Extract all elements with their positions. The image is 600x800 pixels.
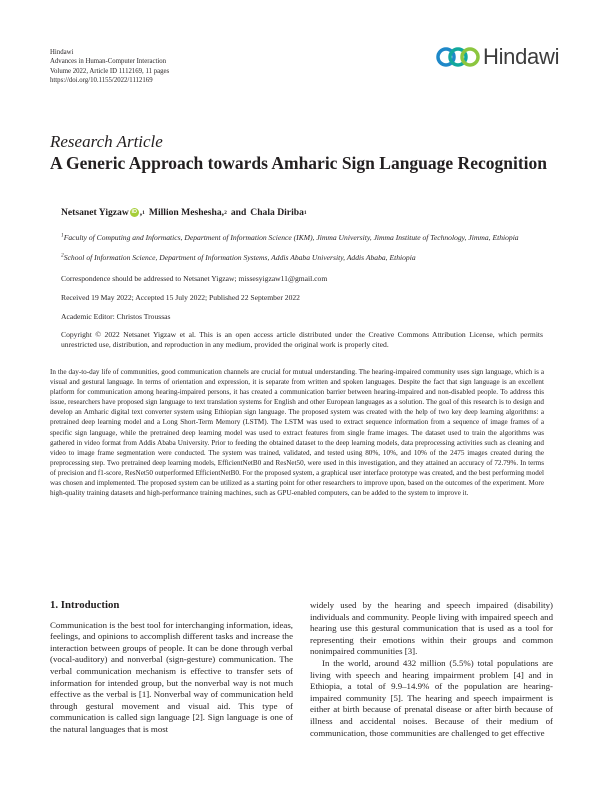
body-paragraph: widely used by the hearing and speech impaired (disability) individuals and community. People living with impaired speech and hearing use this gestural communication that is used as a tool for representing their emotions within their groups and common nonimpaired communities [3]. [310, 600, 553, 657]
volume-info: Volume 2022, Article ID 1112169, 11 pages [50, 67, 170, 75]
hindawi-logo[interactable] [436, 44, 559, 70]
logo-wordmark: Hindawi [483, 44, 560, 69]
correspondence: Correspondence should be addressed to Netsanet Yigzaw; missesyigzaw11@gmail.com [61, 274, 328, 283]
journal-name: Advances in Human-Computer Interaction [50, 58, 167, 66]
article-type: Research Article [50, 132, 163, 151]
section-heading: 1. Introduction [50, 599, 120, 611]
copyright-notice: Copyright © 2022 Netsanet Yigzaw et al. This is an open access article distributed under the Creative Commons Attribution License, which permits unrestricted use, distribution, and reproduction in any medium, provided the original work is properly cited. [61, 330, 543, 350]
right-column [310, 600, 553, 739]
author-conjunction: and [230, 207, 247, 218]
article-title: A Generic Approach towards Amharic Sign Language Recognition [50, 153, 547, 173]
abstract: In the day-to-day life of communities, good communication channels are crucial for mutual understanding. The hearing-impaired community uses sign language, which is a visual and gestural language. In terms of orientation and expression, it is separate from written and spoken languages. Despite the fact that sign language is an excellent platform for communication among hearing-impaired persons, it has created a communication barrier between hearing-impaired and non-disabled people. To address this issue, researchers have proposed sign language to text translation systems for English and other European languages as a solution. The goal of this research is to design and develop an Amharic digital text converter system using Ethiopian sign language. The proposed system was created with the help of two key deep learning algorithms: a pretrained deep learning model and a Long Short-Term Memory (LSTM). The LSTM was used to extract sequence information from a sequence of image frames of a specific sign language, while the pretrained deep learning model was used to extract features from single frame images. The dataset used to train the algorithms was gathered in video format from Addis Ababa University. Prior to feeding the obtained dataset to the deep learning models, data preprocessing activities such as cleaning and video to image frame segmentation were conducted. The system was trained, validated, and tested using 80%, 10%, and 10% of the 2475 images created during the preprocessing step. Two pretrained deep learning models, EfficientNetB0 and ResNet50, were used in this investigation, and they attained an accuracy of 72.79%. In terms of precision and f1-score, ResNet50 outperformed EfficientNetB0. For the proposed system, a graphical user interface prototype was created, and the best performing model was chosen and implemented. The proposed system can be utilized as a starting point for other researchers to improve upon, based on the outcomes of the experiment. More high-quality training datasets and high-performance training machines, such as GPU-enabled computers, can be added to the system to improve it. [50, 368, 544, 498]
author-name[interactable]: Netsanet Yigzaw [61, 207, 129, 218]
body-paragraph: In the world, around 432 million (5.5%) total populations are living with speech and hearing impairment problem [4] and in Ethiopia, a total of 9.9–14.9% of the population are hearing-impaired community [5]. The hearing and speech impairment is either at birth because of prenatal disease or after birth because of illness and accidental noises. Because of their medium of communication, those communities are challenged to get effective [310, 657, 553, 738]
author-name[interactable]: Chala Diriba [250, 207, 304, 218]
affiliation-text: School of Information Science, Department of Information Systems, Addis Ababa University, Addis Ababa, Ethiopia [63, 253, 416, 262]
left-column [50, 600, 293, 736]
affiliation-text: Faculty of Computing and Informatics, Department of Information Science (IKM), Jimma University, Jimma Institute of Technology, Jimma, Ethiopia [63, 233, 519, 242]
author-name[interactable]: Million Meshesha, [148, 207, 225, 218]
publication-dates: Received 19 May 2022; Accepted 15 July 2022; Published 22 September 2022 [61, 293, 300, 302]
publisher-name: Hindawi [50, 49, 74, 56]
body-paragraph: Communication is the best tool for interchanging information, ideas, feelings, and opinions to accomplish different tasks and increase the interaction between groups of people. It can be done through verbal (vocal-auditory) and nonverbal (sign-gesture) communication. The verbal communication mechanism is effective to transfer sets of information for intended group, but the nonverbal way is not much effective as the verbal is [1]. Nonverbal way of communication held through gestural movement and visual aid. This type of communication is called sign language [2]. Sign language is one of the natural languages that is most [50, 619, 293, 734]
author-list: Netsanet Yigzaw iD , 1 Million Meshesha, 2 and Chala Diriba 1 [61, 207, 307, 218]
journal-meta [50, 48, 169, 85]
affiliation-sup: 1 [61, 232, 64, 239]
academic-editor: Academic Editor: Christos Troussas [61, 312, 171, 321]
orcid-icon[interactable]: iD [131, 209, 138, 215]
affiliation [61, 233, 543, 243]
affiliation [61, 253, 543, 263]
doi-link[interactable]: https://doi.org/10.1155/2022/1112169 [50, 76, 153, 84]
affiliation-sup: 2 [61, 252, 64, 259]
hindawi-logo-icon [436, 44, 480, 70]
